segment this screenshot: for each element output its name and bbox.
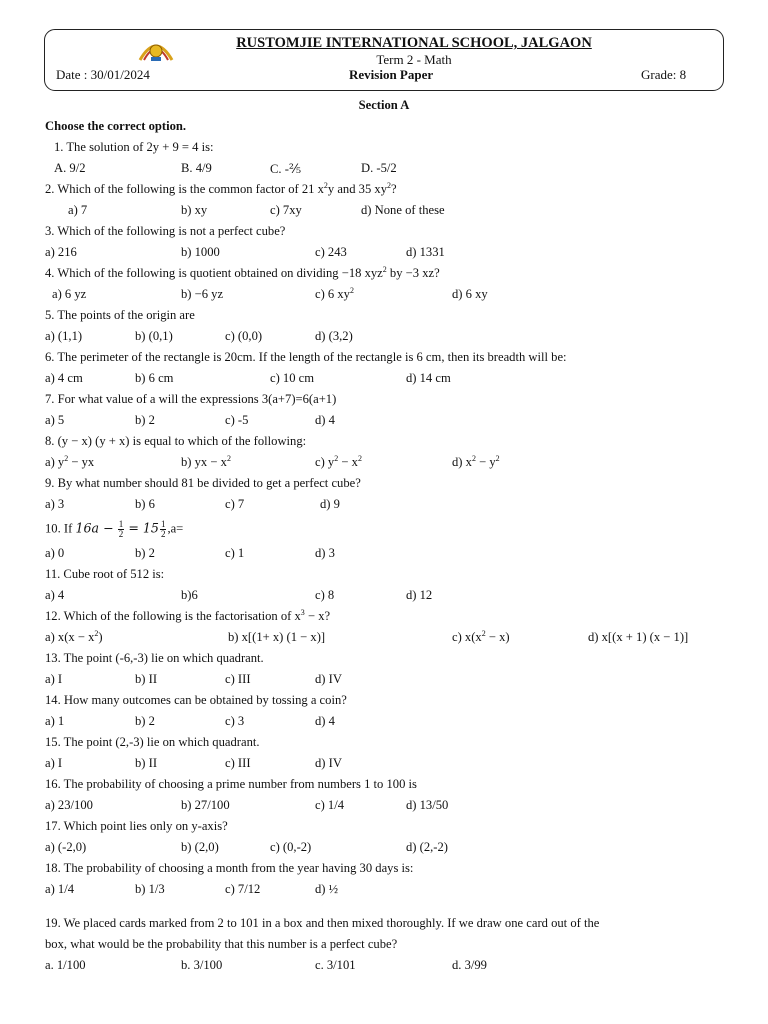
q18-option-d: d) ½ [315, 882, 339, 896]
q13-option-c: c) III [225, 672, 251, 686]
q13-option-d: d) IV [315, 672, 342, 686]
question-19: 19. We placed cards marked from 2 to 101 in a box and then mixed thoroughly. If we draw one card out of the [45, 916, 600, 930]
q15-option-c: c) III [225, 756, 251, 770]
question-11: 11. Cube root of 512 is: [45, 567, 165, 581]
q9-option-b: b) 6 [135, 497, 155, 511]
q2-option-c: c) 7xy [270, 203, 302, 217]
q14-option-b: b) 2 [135, 714, 155, 728]
q10-option-c: c) 1 [225, 546, 245, 560]
question-8: 8. (y − x) (y + x) is equal to which of the following: [45, 434, 307, 448]
q17-option-a: a) (-2,0) [45, 840, 87, 854]
q5-option-b: b) (0,1) [135, 329, 173, 343]
q19-option-c: c. 3/101 [315, 958, 356, 972]
q11-option-b: b)6 [181, 588, 198, 602]
question-14: 14. How many outcomes can be obtained by tossing a coin? [45, 693, 347, 707]
q18-option-c: c) 7/12 [225, 882, 261, 896]
question-15: 15. The point (2,-3) lie on which quadrant. [45, 735, 260, 749]
q13-option-a: a) I [45, 672, 63, 686]
fraction-half: $\frac{1}{2}$ [118, 519, 124, 539]
q16-option-b: b) 27/100 [181, 798, 230, 812]
q1-option-d: D. -5/2 [361, 161, 397, 175]
q2-option-a: a) 7 [68, 203, 88, 217]
q8-option-c: c) $y^2 - x^2$ [315, 453, 362, 469]
q14-option-a: a) 1 [45, 714, 65, 728]
q3-option-b: b) 1000 [181, 245, 220, 259]
question-6: 6. The perimeter of the rectangle is 20cm. If the length of the rectangle is 6 cm, then its breadth will be: [45, 350, 567, 364]
q15-option-d: d) IV [315, 756, 342, 770]
question-4: 4. Which of the following is quotient obtained on dividing −18 xyz$^2$ by −3 xz? [45, 264, 440, 280]
q8-option-a: a) $y^2$ − yx [45, 453, 95, 469]
q5-option-c: c) (0,0) [225, 329, 263, 343]
q7-option-d: d) 4 [315, 413, 335, 427]
question-19-continued: box, what would be the probability that this number is a perfect cube? [45, 937, 398, 951]
q6-option-a: a) 4 cm [45, 371, 83, 385]
q12-option-c: c) $x(x^2 - x)$ [452, 628, 510, 644]
q16-option-a: a) 23/100 [45, 798, 93, 812]
q19-option-d: d. 3/99 [452, 958, 487, 972]
q2-option-d: d) None of these [361, 203, 445, 217]
q12-option-b: b) x[(1+ x) (1 − x)] [228, 630, 326, 644]
q8-option-d: d) $x^2 - y^2$ [452, 453, 500, 469]
q13-option-b: b) II [135, 672, 158, 686]
q18-option-b: b) 1/3 [135, 882, 165, 896]
q1-option-b: B. 4/9 [181, 161, 212, 175]
q7-option-b: b) 2 [135, 413, 155, 427]
q3-option-d: d) 1331 [406, 245, 445, 259]
question-7: 7. For what value of a will the expressions 3(a+7)=6(a+1) [45, 392, 337, 406]
q18-option-a: a) 1/4 [45, 882, 75, 896]
q6-option-d: d) 14 cm [406, 371, 451, 385]
q6-option-c: c) 10 cm [270, 371, 315, 385]
q17-option-d: d) (2,-2) [406, 840, 448, 854]
question-16: 16. The probability of choosing a prime number from numbers 1 to 100 is [45, 777, 417, 791]
q10-option-d: d) 3 [315, 546, 335, 560]
question-18: 18. The probability of choosing a month from the year having 30 days is: [45, 861, 414, 875]
q15-option-a: a) I [45, 756, 63, 770]
q10-option-a: a) 0 [45, 546, 65, 560]
q5-option-a: a) (1,1) [45, 329, 83, 343]
q16-option-d: d) 13/50 [406, 798, 449, 812]
q11-option-a: a) 4 [45, 588, 65, 602]
q11-option-d: d) 12 [406, 588, 433, 602]
q16-option-c: c) 1/4 [315, 798, 345, 812]
school-name: RUSTOMJIE INTERNATIONAL SCHOOL, JALGAON [236, 35, 592, 51]
q4-option-a: a) 6 yz [52, 287, 87, 301]
q10-option-b: b) 2 [135, 546, 155, 560]
q7-option-a: a) 5 [45, 413, 65, 427]
question-12: 12. Which of the following is the factorisation of $x^3 - x$? [45, 607, 331, 623]
q1-option-a: A. 9/2 [54, 161, 86, 175]
question-2: 2. Which of the following is the common factor of 21 $x^2y$ and 35 $xy^2$? [45, 180, 397, 196]
q17-option-b: b) (2,0) [181, 840, 219, 854]
term-title: Term 2 - Math [376, 52, 452, 67]
grade: Grade: 8 [641, 67, 687, 82]
question-10: 10. If 16a − $\frac{1}{2}$ = 15 $\frac{1}{2}$ ,a= [45, 519, 184, 539]
q2-option-b: b) xy [181, 203, 208, 217]
fraction-half-2: $\frac{1}{2}$ [160, 519, 166, 539]
q8-option-b: b) yx − $x^2$ [181, 453, 231, 469]
q11-option-c: c) 8 [315, 588, 335, 602]
q19-option-b: b. 3/100 [181, 958, 223, 972]
q9-option-c: c) 7 [225, 497, 245, 511]
question-1: 1. The solution of 2y + 9 = 4 is: [54, 140, 214, 154]
question-5: 5. The points of the origin are [45, 308, 195, 322]
q4-option-b: b) −6 yz [181, 287, 224, 301]
question-3: 3. Which of the following is not a perfect cube? [45, 224, 286, 238]
q4-option-c: c) 6 $xy^2$ [315, 285, 354, 301]
question-9: 9. By what number should 81 be divided to get a perfect cube? [45, 476, 361, 490]
q17-option-c: c) (0,-2) [270, 840, 312, 854]
question-13: 13. The point (-6,-3) lie on which quadrant. [45, 651, 264, 665]
q3-option-a: a) 216 [45, 245, 77, 259]
q4-option-d: d) 6 xy [452, 287, 488, 301]
q7-option-c: c) -5 [225, 413, 249, 427]
section-title: Section A [358, 98, 410, 112]
q14-option-d: d) 4 [315, 714, 335, 728]
q9-option-a: a) 3 [45, 497, 65, 511]
q9-option-d: d) 9 [320, 497, 340, 511]
exam-date: Date : 30/01/2024 [56, 67, 150, 82]
paper-title: Revision Paper [349, 67, 434, 82]
q19-option-a: a. 1/100 [45, 958, 86, 972]
instruction: Choose the correct option. [45, 119, 187, 133]
q14-option-c: c) 3 [225, 714, 245, 728]
q15-option-b: b) II [135, 756, 158, 770]
q6-option-b: b) 6 cm [135, 371, 174, 385]
q12-option-a: a) $x(x - x^2)$ [45, 628, 103, 644]
q1-option-c: C. -⅖ [270, 162, 302, 176]
q5-option-d: d) (3,2) [315, 329, 353, 343]
question-17: 17. Which point lies only on y-axis? [45, 819, 228, 833]
q12-option-d: d) x[(x + 1) (x − 1)] [588, 630, 689, 644]
q3-option-c: c) 243 [315, 245, 347, 259]
